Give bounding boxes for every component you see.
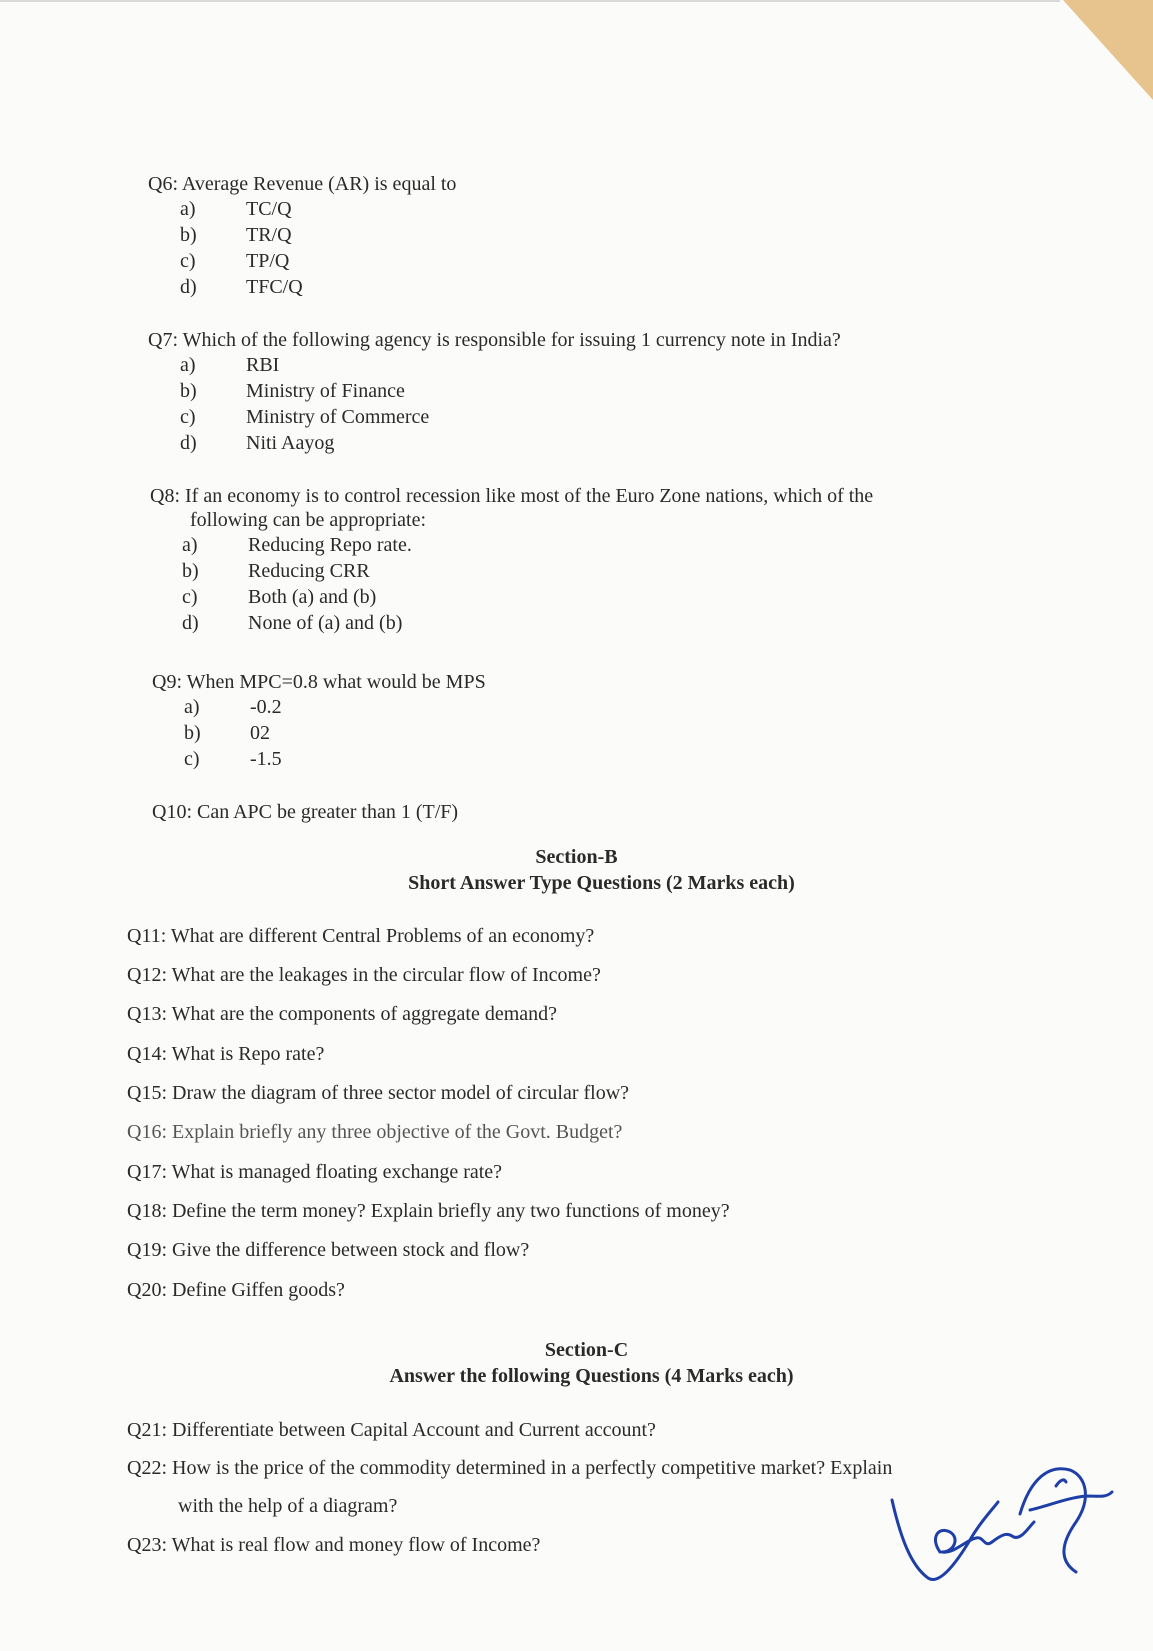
question-stem: Q9: When MPC=0.8 what would be MPS	[152, 671, 486, 693]
option-d: d) None of (a) and (b)	[182, 612, 403, 634]
question-q13: Q13: What are the components of aggregate demand?	[127, 1003, 558, 1025]
section-c-title: Section-C	[544, 1339, 629, 1361]
question-q17: Q17: What is managed floating exchange rate?	[127, 1161, 503, 1183]
question-q20: Q20: Define Giffen goods?	[127, 1279, 345, 1301]
question-q14: Q14: What is Repo rate?	[127, 1043, 325, 1065]
question-q23: Q23: What is real flow and money flow of Income?	[127, 1534, 541, 1556]
question-q16: Q16: Explain briefly any three objective of the Govt. Budget?	[127, 1121, 623, 1143]
signature-image	[880, 1440, 1120, 1600]
question-q21: Q21: Differentiate between Capital Account and Current account?	[127, 1419, 656, 1441]
question-q15: Q15: Draw the diagram of three sector model of circular flow?	[127, 1082, 630, 1104]
option-d: d) Niti Aayog	[180, 432, 335, 454]
section-c-subtitle: Answer the following Questions (4 Marks each)	[389, 1365, 794, 1387]
question-q11: Q11: What are different Central Problems of an economy?	[127, 925, 595, 947]
question-q8	[150, 484, 873, 636]
option-c: c) -1.5	[184, 748, 282, 770]
question-stem: Q8: If an economy is to control recession like most of the Euro Zone nations, which of the	[150, 485, 874, 507]
option-c: c) Ministry of Commerce	[180, 406, 430, 428]
question-stem: Q6: Average Revenue (AR) is equal to	[148, 173, 457, 195]
option-b: b) TR/Q	[180, 224, 292, 246]
option-a: a) Reducing Repo rate.	[182, 534, 412, 556]
paper-edge	[0, 0, 1060, 2]
option-b: b) Reducing CRR	[182, 560, 370, 582]
question-q7	[148, 328, 841, 456]
section-b-subtitle: Short Answer Type Questions (2 Marks each)	[408, 872, 795, 894]
question-q12: Q12: What are the leakages in the circular flow of Income?	[127, 964, 601, 986]
question-q22: Q22: How is the price of the commodity determined in a perfectly competitive market? Explain	[127, 1457, 893, 1479]
question-q22-continued: with the help of a diagram?	[178, 1495, 398, 1517]
question-stem: Q10: Can APC be greater than 1 (T/F)	[152, 801, 459, 823]
question-q19: Q19: Give the difference between stock and flow?	[127, 1239, 530, 1261]
question-q10	[152, 800, 458, 824]
option-b: b) Ministry of Finance	[180, 380, 405, 402]
section-b-title: Section-B	[535, 846, 618, 868]
option-d: d) TFC/Q	[180, 276, 303, 298]
option-a: a) -0.2	[184, 696, 282, 718]
question-q18: Q18: Define the term money? Explain briefly any two functions of money?	[127, 1200, 730, 1222]
question-q9	[152, 670, 486, 772]
option-c: c) TP/Q	[180, 250, 290, 272]
option-a: a) RBI	[180, 354, 280, 376]
option-b: b) 02	[184, 722, 270, 744]
option-c: c) Both (a) and (b)	[182, 586, 377, 608]
paper-corner	[1063, 0, 1153, 100]
option-a: a) TC/Q	[180, 198, 292, 220]
question-stem: Q7: Which of the following agency is responsible for issuing 1 currency note in India?	[148, 329, 841, 351]
question-stem-continued: following can be appropriate:	[190, 509, 427, 531]
question-q6	[148, 172, 456, 300]
